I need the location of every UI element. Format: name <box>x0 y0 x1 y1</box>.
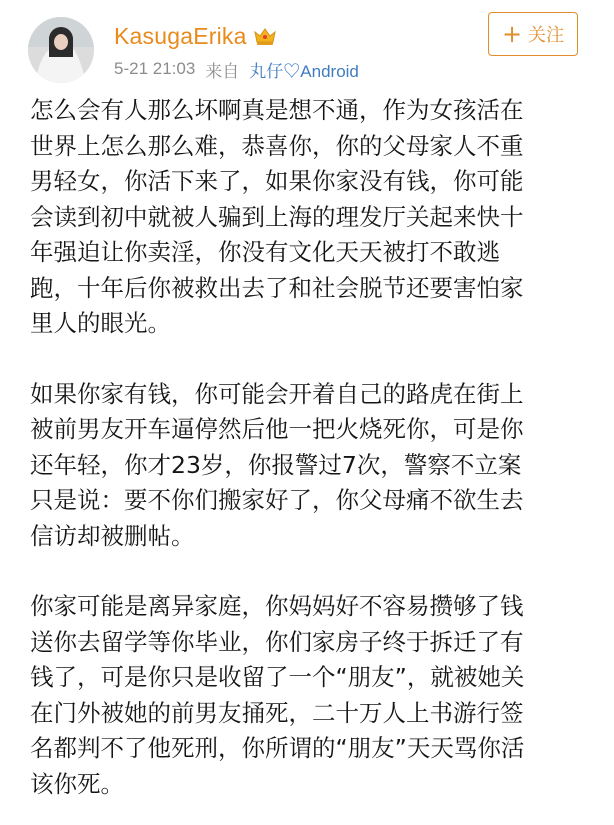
username-row <box>114 20 277 52</box>
plus-icon: + <box>501 20 523 48</box>
post-paragraph: 如果你家有钱，你可能会开着自己的路虎在街上 被前男友开车逼停然后他一把火烧死你，可是你 还年轻，你才23岁，你报警过7次，警察不立案 只是说：要不你们搬家好了，你父母痛不欲生去 信访却被删帖。 <box>30 379 524 550</box>
post-body <box>30 93 596 802</box>
post-timestamp: 5-21 21:03 <box>114 59 196 78</box>
avatar[interactable] <box>28 17 94 83</box>
follow-button-label: 关注 <box>528 25 565 46</box>
source-link[interactable]: 丸仔♡Android <box>249 61 359 81</box>
source-prefix: 来自 <box>205 61 240 81</box>
post-paragraph: 你家可能是离异家庭，你妈妈好不容易攒够了钱 送你去留学等你毕业，你们家房子终于拆迁了有 钱了，可是你只是收留了一个“朋友”，就被她关 在门外被她的前男友捅死，二十万人上书游行签 名都判不了他死刑，你所谓的“朋友”天天骂你活 该你死。 <box>30 592 525 798</box>
username[interactable]: KasugaErika <box>114 22 247 49</box>
post-header <box>0 0 614 92</box>
crown-icon <box>253 26 277 46</box>
post-meta <box>114 57 359 81</box>
post-paragraph: 怎么会有人那么坏啊真是想不通，作为女孩活在 世界上怎么那么难，恭喜你，你的父母家人不重 男轻女，你活下来了，如果你家没有钱，你可能 会读到初中就被人骗到上海的理发厅关起来快十 年强迫让你卖淫，你没有文化天天被打不敢逃 跑，十年后你被救出去了和社会脱节还要害怕家 里人的眼光。 <box>30 96 524 337</box>
follow-button[interactable] <box>488 12 578 56</box>
